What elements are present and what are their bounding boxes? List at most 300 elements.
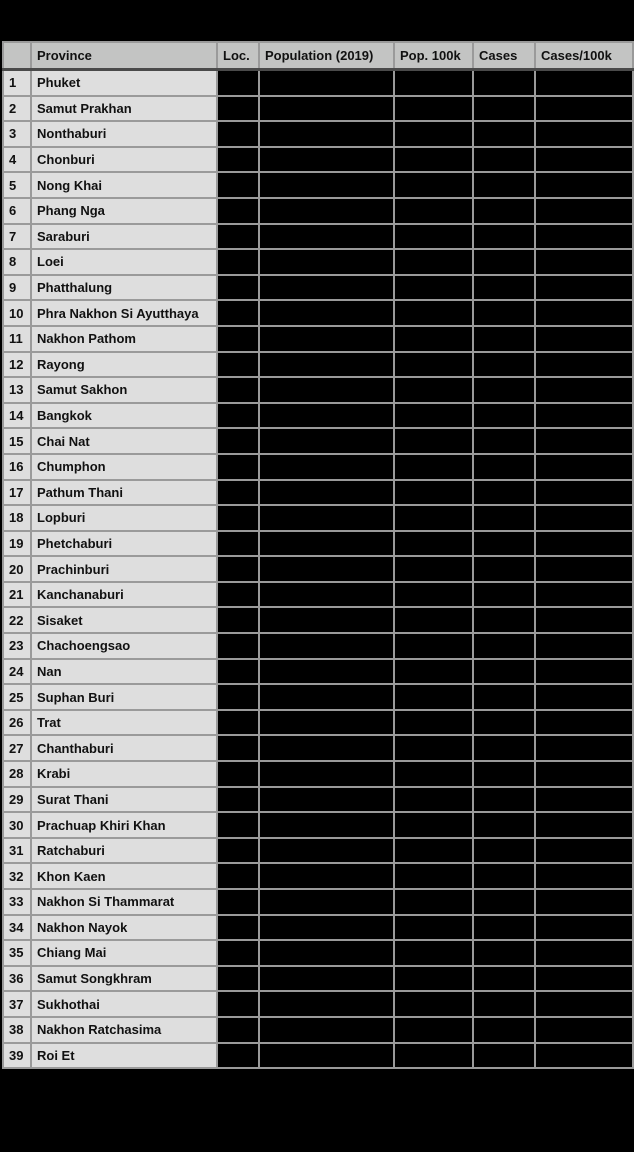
row-pop-100k-cell — [394, 70, 473, 96]
row-pop-100k-cell — [394, 326, 473, 352]
row-pop-100k-cell — [394, 1017, 473, 1043]
table-row — [3, 582, 633, 608]
row-province: Lopburi — [31, 505, 217, 531]
row-rank: 19 — [3, 531, 31, 557]
row-cases-per-100k-cell — [535, 121, 633, 147]
row-cases-cell — [473, 121, 535, 147]
row-population-cell — [259, 480, 394, 506]
row-rank: 2 — [3, 96, 31, 122]
row-rank: 9 — [3, 275, 31, 301]
row-population-cell — [259, 966, 394, 992]
row-rank: 18 — [3, 505, 31, 531]
row-population-cell — [259, 1043, 394, 1069]
row-pop-100k-cell — [394, 812, 473, 838]
row-population-cell — [259, 684, 394, 710]
row-pop-100k-cell — [394, 710, 473, 736]
row-loc-cell — [217, 96, 259, 122]
row-cases-per-100k-cell — [535, 787, 633, 813]
row-population-cell — [259, 172, 394, 198]
row-population-cell — [259, 326, 394, 352]
table-row — [3, 172, 633, 198]
row-cases-per-100k-cell — [535, 480, 633, 506]
header-row — [3, 42, 633, 70]
row-province: Chiang Mai — [31, 940, 217, 966]
table-row — [3, 198, 633, 224]
row-pop-100k-cell — [394, 403, 473, 429]
row-province: Prachinburi — [31, 556, 217, 582]
row-population-cell — [259, 454, 394, 480]
row-cases-cell — [473, 147, 535, 173]
table-row — [3, 454, 633, 480]
row-pop-100k-cell — [394, 147, 473, 173]
row-cases-cell — [473, 326, 535, 352]
row-rank: 22 — [3, 607, 31, 633]
row-cases-per-100k-cell — [535, 505, 633, 531]
row-population-cell — [259, 403, 394, 429]
row-cases-cell — [473, 915, 535, 941]
row-pop-100k-cell — [394, 121, 473, 147]
row-loc-cell — [217, 531, 259, 557]
header-cases-per-100k: Cases/100k — [535, 42, 633, 70]
row-loc-cell — [217, 556, 259, 582]
row-rank: 15 — [3, 428, 31, 454]
table-row — [3, 863, 633, 889]
row-population-cell — [259, 275, 394, 301]
row-province: Phatthalung — [31, 275, 217, 301]
row-province: Krabi — [31, 761, 217, 787]
row-cases-per-100k-cell — [535, 915, 633, 941]
table-row — [3, 710, 633, 736]
row-loc-cell — [217, 249, 259, 275]
row-pop-100k-cell — [394, 224, 473, 250]
row-cases-per-100k-cell — [535, 531, 633, 557]
row-province: Saraburi — [31, 224, 217, 250]
row-rank: 27 — [3, 735, 31, 761]
row-population-cell — [259, 940, 394, 966]
table-row — [3, 940, 633, 966]
row-cases-cell — [473, 275, 535, 301]
row-loc-cell — [217, 659, 259, 685]
row-population-cell — [259, 1017, 394, 1043]
table-row — [3, 352, 633, 378]
row-rank: 1 — [3, 70, 31, 96]
row-pop-100k-cell — [394, 480, 473, 506]
row-pop-100k-cell — [394, 352, 473, 378]
row-pop-100k-cell — [394, 889, 473, 915]
row-cases-cell — [473, 454, 535, 480]
row-pop-100k-cell — [394, 761, 473, 787]
row-pop-100k-cell — [394, 838, 473, 864]
row-pop-100k-cell — [394, 607, 473, 633]
row-pop-100k-cell — [394, 172, 473, 198]
row-province: Suphan Buri — [31, 684, 217, 710]
row-province: Nonthaburi — [31, 121, 217, 147]
row-province: Phuket — [31, 70, 217, 96]
row-rank: 34 — [3, 915, 31, 941]
table-row — [3, 480, 633, 506]
row-population-cell — [259, 582, 394, 608]
row-province: Nakhon Nayok — [31, 915, 217, 941]
row-province: Trat — [31, 710, 217, 736]
row-cases-cell — [473, 403, 535, 429]
row-loc-cell — [217, 710, 259, 736]
row-population-cell — [259, 735, 394, 761]
row-loc-cell — [217, 480, 259, 506]
table-row — [3, 275, 633, 301]
row-population-cell — [259, 556, 394, 582]
row-pop-100k-cell — [394, 863, 473, 889]
row-cases-per-100k-cell — [535, 735, 633, 761]
row-loc-cell — [217, 377, 259, 403]
row-cases-cell — [473, 991, 535, 1017]
row-cases-cell — [473, 531, 535, 557]
row-province: Phra Nakhon Si Ayutthaya — [31, 300, 217, 326]
row-cases-per-100k-cell — [535, 428, 633, 454]
table-row — [3, 1043, 633, 1069]
row-rank: 25 — [3, 684, 31, 710]
table-row — [3, 607, 633, 633]
row-pop-100k-cell — [394, 428, 473, 454]
table-row — [3, 761, 633, 787]
table-row — [3, 428, 633, 454]
table-row — [3, 96, 633, 122]
header-loc: Loc. — [217, 42, 259, 70]
row-loc-cell — [217, 812, 259, 838]
row-loc-cell — [217, 633, 259, 659]
row-cases-per-100k-cell — [535, 300, 633, 326]
row-cases-cell — [473, 684, 535, 710]
row-province: Kanchanaburi — [31, 582, 217, 608]
row-province: Bangkok — [31, 403, 217, 429]
row-loc-cell — [217, 198, 259, 224]
row-population-cell — [259, 428, 394, 454]
table-row — [3, 889, 633, 915]
row-province: Phetchaburi — [31, 531, 217, 557]
row-pop-100k-cell — [394, 735, 473, 761]
row-population-cell — [259, 198, 394, 224]
table-row — [3, 377, 633, 403]
row-cases-cell — [473, 812, 535, 838]
row-loc-cell — [217, 1017, 259, 1043]
row-province: Samut Songkhram — [31, 966, 217, 992]
row-cases-per-100k-cell — [535, 403, 633, 429]
header-province: Province — [31, 42, 217, 70]
row-cases-cell — [473, 582, 535, 608]
row-population-cell — [259, 991, 394, 1017]
table-row — [3, 787, 633, 813]
row-cases-per-100k-cell — [535, 1043, 633, 1069]
row-cases-cell — [473, 710, 535, 736]
row-cases-per-100k-cell — [535, 172, 633, 198]
row-province: Nakhon Ratchasima — [31, 1017, 217, 1043]
row-rank: 13 — [3, 377, 31, 403]
table-row — [3, 300, 633, 326]
row-province: Chumphon — [31, 454, 217, 480]
table-row — [3, 915, 633, 941]
row-province: Loei — [31, 249, 217, 275]
row-cases-per-100k-cell — [535, 326, 633, 352]
row-rank: 30 — [3, 812, 31, 838]
row-loc-cell — [217, 1043, 259, 1069]
row-rank: 4 — [3, 147, 31, 173]
row-population-cell — [259, 915, 394, 941]
row-cases-per-100k-cell — [535, 582, 633, 608]
table-row — [3, 147, 633, 173]
row-province: Samut Prakhan — [31, 96, 217, 122]
row-population-cell — [259, 505, 394, 531]
row-loc-cell — [217, 505, 259, 531]
row-cases-per-100k-cell — [535, 684, 633, 710]
row-cases-cell — [473, 838, 535, 864]
row-cases-cell — [473, 70, 535, 96]
row-province: Rayong — [31, 352, 217, 378]
row-rank: 24 — [3, 659, 31, 685]
row-pop-100k-cell — [394, 505, 473, 531]
row-population-cell — [259, 659, 394, 685]
row-rank: 20 — [3, 556, 31, 582]
row-population-cell — [259, 377, 394, 403]
row-cases-cell — [473, 505, 535, 531]
row-cases-cell — [473, 1017, 535, 1043]
row-rank: 23 — [3, 633, 31, 659]
row-loc-cell — [217, 172, 259, 198]
row-cases-cell — [473, 224, 535, 250]
row-population-cell — [259, 710, 394, 736]
row-cases-cell — [473, 607, 535, 633]
row-loc-cell — [217, 915, 259, 941]
row-rank: 12 — [3, 352, 31, 378]
row-cases-per-100k-cell — [535, 863, 633, 889]
row-population-cell — [259, 96, 394, 122]
row-population-cell — [259, 812, 394, 838]
row-province: Nan — [31, 659, 217, 685]
row-population-cell — [259, 352, 394, 378]
table-row — [3, 121, 633, 147]
table-row — [3, 1017, 633, 1043]
row-province: Surat Thani — [31, 787, 217, 813]
row-pop-100k-cell — [394, 275, 473, 301]
table-row — [3, 812, 633, 838]
row-loc-cell — [217, 300, 259, 326]
row-pop-100k-cell — [394, 249, 473, 275]
row-rank: 37 — [3, 991, 31, 1017]
header-population: Population (2019) — [259, 42, 394, 70]
row-population-cell — [259, 249, 394, 275]
row-loc-cell — [217, 326, 259, 352]
row-cases-per-100k-cell — [535, 633, 633, 659]
row-province: Khon Kaen — [31, 863, 217, 889]
row-rank: 38 — [3, 1017, 31, 1043]
row-province: Chanthaburi — [31, 735, 217, 761]
row-cases-cell — [473, 863, 535, 889]
row-loc-cell — [217, 121, 259, 147]
row-population-cell — [259, 70, 394, 96]
row-population-cell — [259, 863, 394, 889]
row-cases-per-100k-cell — [535, 940, 633, 966]
row-population-cell — [259, 121, 394, 147]
row-cases-cell — [473, 480, 535, 506]
row-loc-cell — [217, 70, 259, 96]
row-cases-per-100k-cell — [535, 96, 633, 122]
row-province: Phang Nga — [31, 198, 217, 224]
row-pop-100k-cell — [394, 991, 473, 1017]
row-rank: 6 — [3, 198, 31, 224]
row-cases-cell — [473, 249, 535, 275]
row-cases-per-100k-cell — [535, 249, 633, 275]
row-pop-100k-cell — [394, 966, 473, 992]
row-cases-per-100k-cell — [535, 147, 633, 173]
row-cases-per-100k-cell — [535, 812, 633, 838]
row-cases-cell — [473, 787, 535, 813]
row-rank: 36 — [3, 966, 31, 992]
row-pop-100k-cell — [394, 659, 473, 685]
table-row — [3, 326, 633, 352]
row-population-cell — [259, 787, 394, 813]
row-cases-per-100k-cell — [535, 556, 633, 582]
row-loc-cell — [217, 607, 259, 633]
row-province: Samut Sakhon — [31, 377, 217, 403]
row-cases-cell — [473, 633, 535, 659]
header-cases: Cases — [473, 42, 535, 70]
row-cases-per-100k-cell — [535, 838, 633, 864]
row-rank: 8 — [3, 249, 31, 275]
row-population-cell — [259, 889, 394, 915]
table-row — [3, 531, 633, 557]
row-rank: 14 — [3, 403, 31, 429]
row-rank: 11 — [3, 326, 31, 352]
row-pop-100k-cell — [394, 454, 473, 480]
row-pop-100k-cell — [394, 96, 473, 122]
row-province: Ratchaburi — [31, 838, 217, 864]
row-loc-cell — [217, 940, 259, 966]
row-rank: 32 — [3, 863, 31, 889]
row-province: Roi Et — [31, 1043, 217, 1069]
row-cases-cell — [473, 966, 535, 992]
row-cases-per-100k-cell — [535, 1017, 633, 1043]
row-population-cell — [259, 761, 394, 787]
row-cases-cell — [473, 1043, 535, 1069]
row-pop-100k-cell — [394, 198, 473, 224]
row-loc-cell — [217, 224, 259, 250]
row-cases-per-100k-cell — [535, 889, 633, 915]
row-rank: 16 — [3, 454, 31, 480]
row-population-cell — [259, 607, 394, 633]
row-pop-100k-cell — [394, 940, 473, 966]
row-pop-100k-cell — [394, 684, 473, 710]
row-province: Nakhon Si Thammarat — [31, 889, 217, 915]
row-cases-cell — [473, 428, 535, 454]
table-row — [3, 556, 633, 582]
row-loc-cell — [217, 403, 259, 429]
table-row — [3, 735, 633, 761]
row-loc-cell — [217, 454, 259, 480]
row-cases-per-100k-cell — [535, 224, 633, 250]
row-population-cell — [259, 147, 394, 173]
row-cases-per-100k-cell — [535, 377, 633, 403]
row-pop-100k-cell — [394, 633, 473, 659]
row-loc-cell — [217, 787, 259, 813]
row-province: Sisaket — [31, 607, 217, 633]
row-rank: 31 — [3, 838, 31, 864]
row-cases-per-100k-cell — [535, 966, 633, 992]
header-pop-100k: Pop. 100k — [394, 42, 473, 70]
row-cases-per-100k-cell — [535, 275, 633, 301]
table-row — [3, 684, 633, 710]
row-province: Chonburi — [31, 147, 217, 173]
row-cases-cell — [473, 735, 535, 761]
row-population-cell — [259, 633, 394, 659]
row-rank: 28 — [3, 761, 31, 787]
row-loc-cell — [217, 147, 259, 173]
table-row — [3, 991, 633, 1017]
row-cases-per-100k-cell — [535, 761, 633, 787]
province-table — [2, 41, 634, 1069]
row-cases-per-100k-cell — [535, 70, 633, 96]
row-loc-cell — [217, 582, 259, 608]
row-rank: 7 — [3, 224, 31, 250]
row-rank: 21 — [3, 582, 31, 608]
row-cases-cell — [473, 96, 535, 122]
row-cases-cell — [473, 198, 535, 224]
row-province: Chai Nat — [31, 428, 217, 454]
row-loc-cell — [217, 735, 259, 761]
table-row — [3, 224, 633, 250]
row-cases-per-100k-cell — [535, 352, 633, 378]
row-pop-100k-cell — [394, 915, 473, 941]
row-pop-100k-cell — [394, 787, 473, 813]
row-cases-per-100k-cell — [535, 607, 633, 633]
row-population-cell — [259, 224, 394, 250]
row-pop-100k-cell — [394, 377, 473, 403]
row-cases-cell — [473, 761, 535, 787]
row-cases-cell — [473, 556, 535, 582]
row-loc-cell — [217, 352, 259, 378]
row-cases-cell — [473, 300, 535, 326]
row-cases-per-100k-cell — [535, 710, 633, 736]
row-cases-cell — [473, 889, 535, 915]
table-row — [3, 505, 633, 531]
table-row — [3, 838, 633, 864]
row-cases-per-100k-cell — [535, 659, 633, 685]
row-loc-cell — [217, 428, 259, 454]
row-rank: 26 — [3, 710, 31, 736]
table-row — [3, 659, 633, 685]
table-row — [3, 70, 633, 96]
row-loc-cell — [217, 863, 259, 889]
row-province: Nakhon Pathom — [31, 326, 217, 352]
row-population-cell — [259, 838, 394, 864]
row-cases-cell — [473, 352, 535, 378]
table-row — [3, 403, 633, 429]
row-population-cell — [259, 531, 394, 557]
row-cases-cell — [473, 377, 535, 403]
row-province: Sukhothai — [31, 991, 217, 1017]
row-province: Nong Khai — [31, 172, 217, 198]
row-pop-100k-cell — [394, 1043, 473, 1069]
row-loc-cell — [217, 889, 259, 915]
row-loc-cell — [217, 966, 259, 992]
table-row — [3, 249, 633, 275]
row-cases-per-100k-cell — [535, 991, 633, 1017]
row-rank: 10 — [3, 300, 31, 326]
row-province: Prachuap Khiri Khan — [31, 812, 217, 838]
row-cases-per-100k-cell — [535, 454, 633, 480]
row-pop-100k-cell — [394, 300, 473, 326]
row-rank: 29 — [3, 787, 31, 813]
row-province: Pathum Thani — [31, 480, 217, 506]
row-loc-cell — [217, 991, 259, 1017]
row-rank: 33 — [3, 889, 31, 915]
